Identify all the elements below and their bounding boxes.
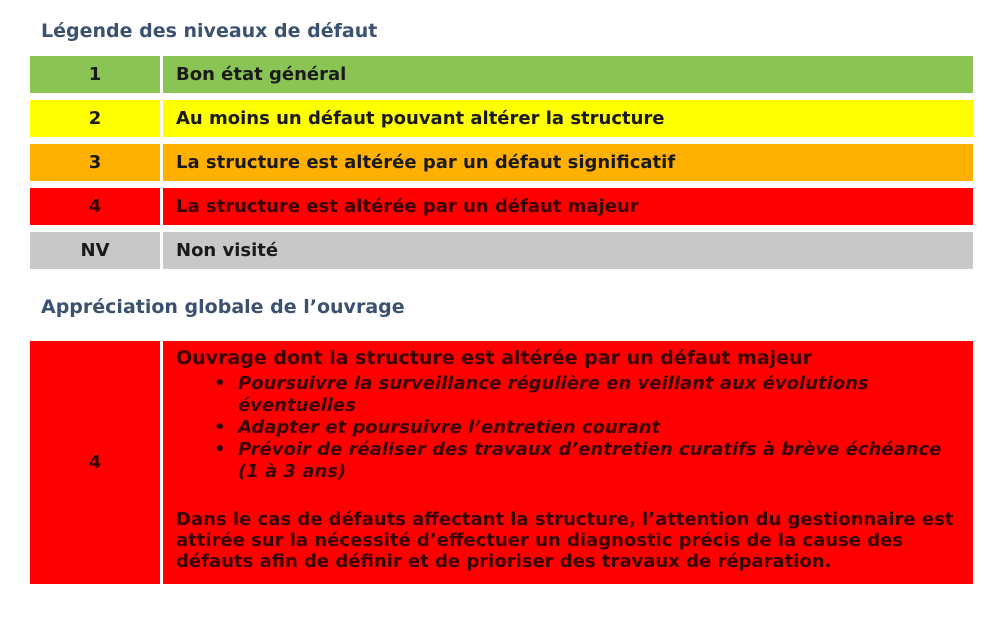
legend-label: Bon état général [176,64,347,85]
legend-title: Légende des niveaux de défaut [41,20,378,42]
recommendation-text: Poursuivre la surveillance régulière en veillant aux évolutions éventuelles [238,373,869,416]
legend-label: Non visité [176,240,279,261]
recommendation-text: Prévoir de réaliser des travaux d’entretien curatifs à brève échéance (1 à 3 ans) [238,439,942,482]
legend-code: 1 [30,56,163,93]
legend-row-4 [30,188,973,225]
legend-label: La structure est altérée par un défaut significatif [176,152,676,173]
legend-code: 2 [30,100,163,137]
legend-code: NV [30,232,163,269]
legend-row-2 [30,100,973,137]
legend-label: La structure est altérée par un défaut majeur [176,196,639,217]
recommendation-list [176,373,959,483]
legend-code: 3 [30,144,163,181]
recommendation-text: Adapter et poursuivre l’entretien courant [238,417,661,438]
bullet-icon: • [214,373,226,394]
legend-row-1 [30,56,973,93]
recommendation-item [176,373,959,417]
legend-label: Au moins un défaut pouvant altérer la structure [176,108,665,129]
legend-table [30,56,973,276]
bullet-icon: • [214,439,226,460]
global-assessment-title: Appréciation globale de l’ouvrage [41,296,405,318]
global-assessment-box [30,341,973,584]
legend-code: 4 [30,188,163,225]
global-assessment-heading: Ouvrage dont la structure est altérée par un défaut majeur [176,347,812,369]
maintenance-note: Dans le cas de défauts affectant la structure, l’attention du gestionnaire est attirée sur la nécessité d’effectuer un diagnostic précis de la cause des défauts afin de définir et de prioriser des travaux de réparation. [176,509,954,572]
recommendation-item [176,417,959,439]
recommendation-item [176,439,959,483]
bullet-icon: • [214,417,226,438]
global-assessment-content [163,341,973,584]
legend-row-3 [30,144,973,181]
global-assessment-code: 4 [30,341,163,584]
legend-row-nv [30,232,973,269]
